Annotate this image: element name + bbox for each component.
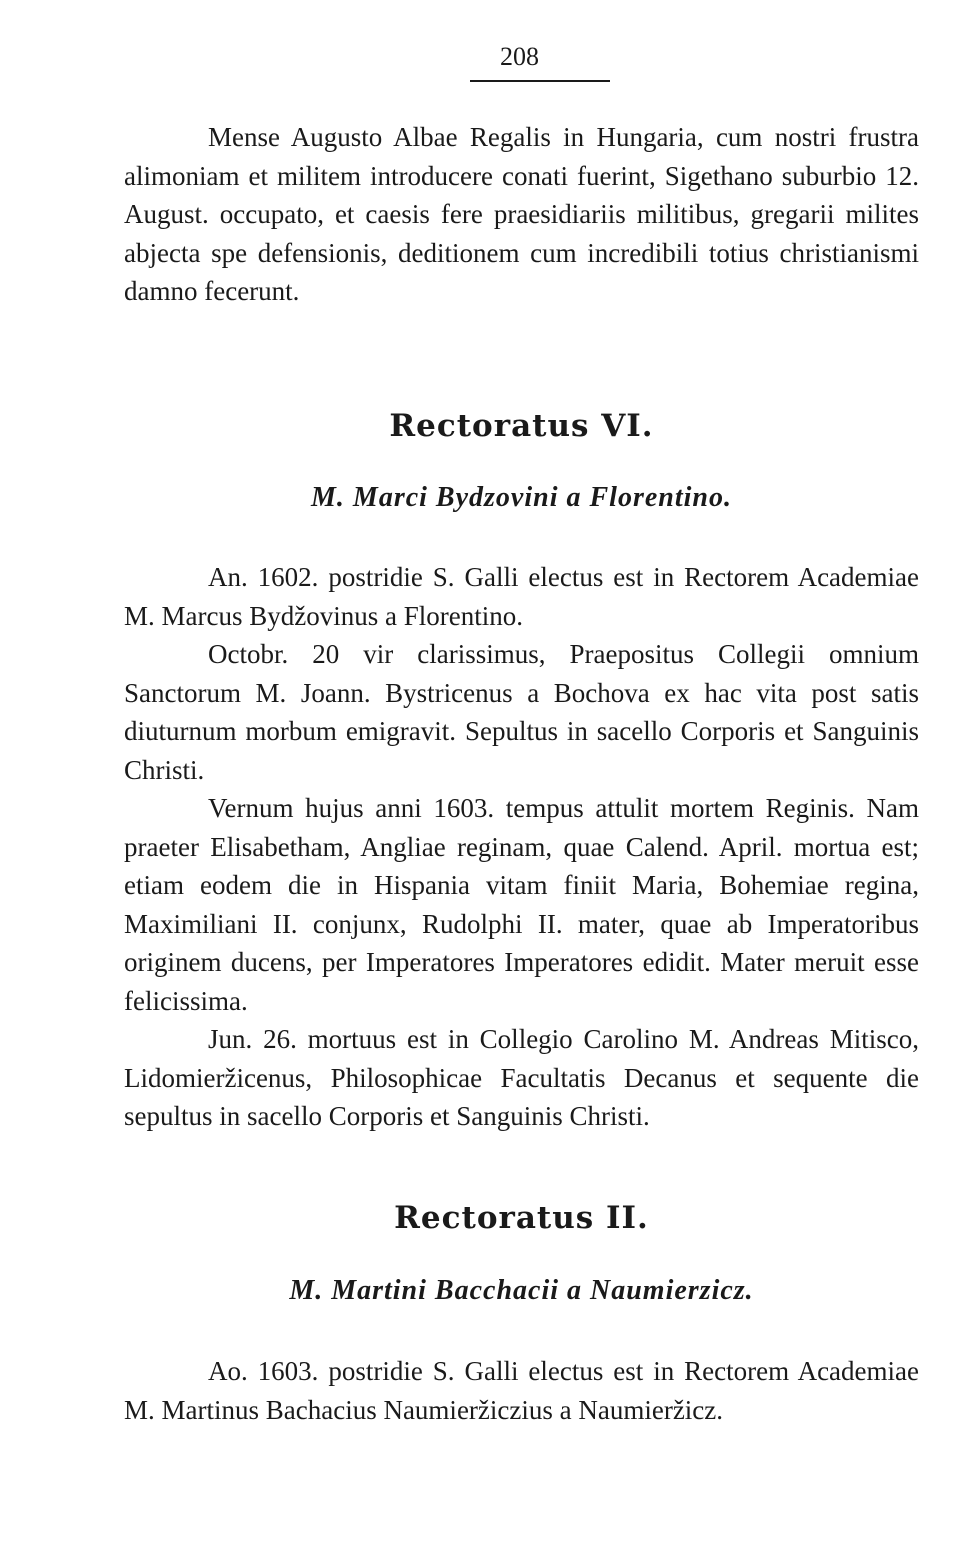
page-number: 208 [500,42,539,71]
paragraph-jun-26: Jun. 26. mortuus est in Collegio Carolino M. Andreas Mitisco, Lidomieržicenus, Philosophicae Facultatis Decanus et sequente die sepultus in sacello Corporis et Sanguinis Christi. [124,1024,919,1131]
section-heading-rectoratus-vi: Rectoratus VI. [389,408,654,444]
page-number-rule [470,80,610,82]
section-heading-rectoratus-ii: Rectoratus II. [394,1200,649,1236]
paragraph-election-1603: Ao. 1603. postridie S. Galli electus est in Rectorem Academiae M. Martinus Bachacius Naumieržiczius a Naumieržicz. [124,1356,919,1425]
paragraph-election-1602: An. 1602. postridie S. Galli electus est in Rectorem Academiae M. Marcus Bydžovinus a Florentino. [124,562,919,631]
paragraph-octobr-death: Octobr. 20 vir clarissimus, Praepositus Collegii omnium Sanctorum M. Joann. Bystricenus a Bochova ex hac vita post satis diuturnum morbum emigravit. Sepultus in sacello Corporis et Sanguinis Christi. [124,639,919,785]
paragraph-intro: Mense Augusto Albae Regalis in Hungaria, cum nostri frustra alimoniam et militem introducere conati fuerint, Sigethano suburbio 12. August. occupato, et caesis fere praesidiariis militibus, gregarii milites abjecta spe defensionis, deditionem cum incredibili totius christianismi damno fecerunt. [124,122,919,306]
text-block-rectoratus-ii [124,1352,919,1429]
section-subheading-rector-name-vi: M. Marci Bydzovini a Florentino. [311,482,732,513]
text-block-rectoratus-vi [124,558,919,1136]
section-subheading-rector-name-ii: M. Martini Bacchacii a Naumierzicz. [289,1275,754,1306]
text-block-intro [124,118,919,311]
paragraph-vernum-1603: Vernum hujus anni 1603. tempus attulit mortem Reginis. Nam praeter Elisabetham, Angliae reginam, quae Calend. April. mortua est; etiam eodem die in Hispania vitam finiit Maria, Bohemiae regina, Maximiliani II. conjunx, Rudolphi II. mater, quae ab Imperatoribus originem ducens, per Imperatores Imperatores edidit. Mater meruit esse felicissima. [124,793,919,1016]
